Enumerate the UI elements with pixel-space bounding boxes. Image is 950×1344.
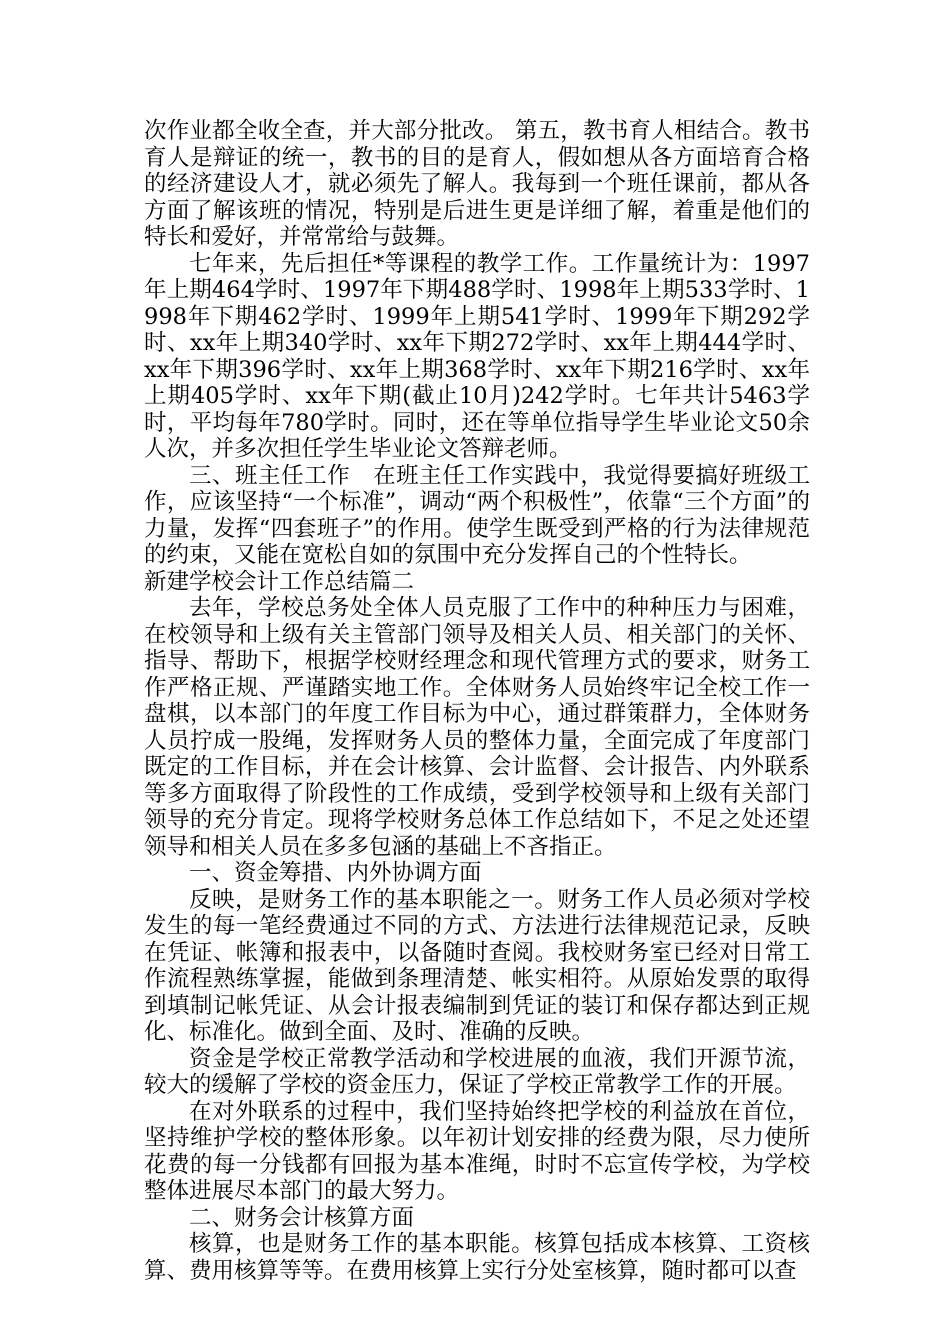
paragraph-1: 次作业都全收全查，并大部分批改。 第五，教书育人相结合。教书育人是辩证的统一，教书的目的是育人，假如想从各方面培育合格的经济建设人才，就必须先了解人。我每到一个班任课前，都从各方面了解该班的情况，特别是后进生更是详细了解，着重是他们的特长和爱好，并常常给与鼓舞。	[144, 118, 810, 250]
paragraph-7: 反映，是财务工作的基本职能之一。财务工作人员必须对学校发生的每一笔经费通过不同的方式、方法进行法律规范记录，反映在凭证、帐簿和报表中，以备随时查阅。我校财务室已经对日常工作流程熟练掌握，能做到条理清楚、帐实相符。从原始发票的取得到填制记帐凭证、从会计报表编制到凭证的装订和保存都达到正规化、标准化。做到全面、及时、准确的反映。	[144, 886, 810, 1045]
paragraph-8: 资金是学校正常教学活动和学校进展的血液，我们开源节流，较大的缓解了学校的资金压力，保证了学校正常教学工作的开展。	[144, 1045, 810, 1098]
paragraph-5: 去年，学校总务处全体人员克服了工作中的种种压力与困难，在校领导和上级有关主管部门领导及相关人员、相关部门的关怀、指导、帮助下，根据学校财经理念和现代管理方式的要求，财务工作严格正规、严谨踏实地工作。全体财务人员始终牢记全校工作一盘棋，以本部门的年度工作目标为中心，通过群策群力，全体财务人员拧成一股绳，发挥财务人员的整体力量，全面完成了年度部门既定的工作目标，并在会计核算、会计监督、会计报告、内外联系等多方面取得了阶段性的工作成绩，受到学校领导和上级有关部门领导的充分肯定。现将学校财务总体工作总结如下，不足之处还望领导和相关人员在多多包涵的基础上不吝指正。	[144, 595, 810, 860]
paragraph-3: 三、班主任工作 在班主任工作实践中，我觉得要搞好班级工作，应该坚持“一个标准”，调动“两个积极性”，依靠“三个方面”的力量，发挥“四套班子”的作用。使学生既受到严格的行为法律规范的约束，又能在宽松自如的氛围中充分发挥自己的个性特长。	[144, 462, 810, 568]
subheading-2: 二、财务会计核算方面	[189, 1204, 415, 1231]
section-title: 新建学校会计工作总结篇二	[144, 568, 415, 595]
paragraph-11: 核算，也是财务工作的基本职能。核算包括成本核算、工资核算、费用核算等等。在费用核算上实行分处室核算，随时都可以查	[144, 1231, 810, 1284]
subheading-1: 一、资金筹措、内外协调方面	[189, 860, 482, 886]
paragraph-9: 在对外联系的过程中，我们坚持始终把学校的利益放在首位，坚持维护学校的整体形象。以年初计划安排的经费为限，尽力使所花费的每一分钱都有回报为基本准绳，时时不忘宣传学校，为学校整体进展尽本部门的最大努力。	[144, 1098, 810, 1204]
document-body	[144, 118, 810, 1284]
paragraph-2: 七年来，先后担任*等课程的教学工作。工作量统计为：1997年上期464学时、1997年下期488学时、1998年上期533学时、1998年下期462学时、1999年上期541学时、1999年下期292学时、xx年上期340学时、xx年下期272学时、xx年上期444学时、xx年下期396学时、xx年上期368学时、xx年下期216学时、xx年上期405学时、xx年下期(截止10月)242学时。七年共计5463学时，平均每年780学时。同时，还在等单位指导学生毕业论文50余人次，并多次担任学生毕业论文答辩老师。	[144, 250, 810, 462]
